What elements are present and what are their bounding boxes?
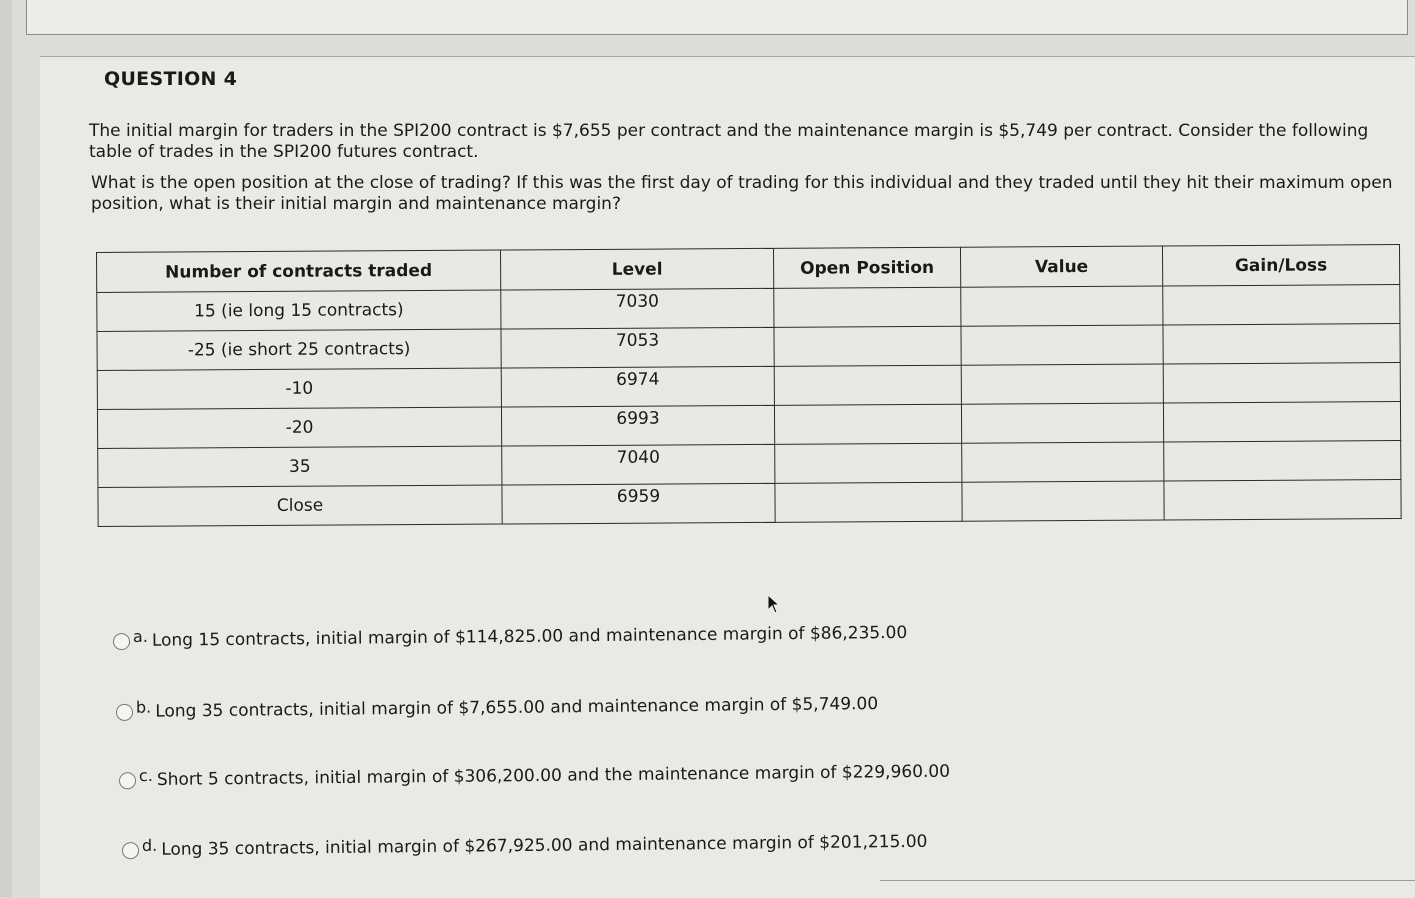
cell-gain-loss — [1163, 363, 1400, 403]
option-letter: d. — [141, 835, 158, 855]
cell-gain-loss — [1163, 285, 1400, 325]
cell-value — [961, 364, 1163, 404]
level-value: 6974 — [616, 369, 660, 390]
cell-gain-loss — [1163, 324, 1400, 364]
cell-level — [502, 444, 775, 485]
radio-button[interactable] — [119, 772, 136, 789]
level-value: 6959 — [616, 486, 661, 507]
cell-open-position — [774, 326, 961, 366]
cell-value — [961, 403, 1163, 443]
cell-open-position — [774, 287, 961, 327]
table-row — [98, 480, 1401, 527]
level-value: 6993 — [616, 408, 660, 429]
question-title: QUESTION 4 — [104, 68, 238, 90]
option-text: Long 15 contracts, initial margin of $114,825.00 and maintenance margin of $86,235.00 — [151, 622, 908, 651]
option-letter: b. — [135, 697, 152, 717]
level-value: 7053 — [615, 330, 660, 351]
header-value: Value — [960, 246, 1162, 287]
cell-value — [961, 286, 1163, 326]
option-text: Long 35 contracts, initial margin of $7,655.00 and maintenance margin of $5,749.00 — [155, 694, 879, 722]
option-text: Long 35 contracts, initial margin of $267,925.00 and maintenance margin of $201,215.00 — [161, 831, 928, 860]
cell-gain-loss — [1163, 402, 1400, 442]
cell-contracts: Close — [98, 485, 502, 526]
cell-value — [961, 325, 1163, 365]
question-intro: The initial margin for traders in the SPI200 contract is $7,655 per contract and the maintenance margin is $5,749 per contract. Consider the following table of trades in the SPI200 futures contract. — [89, 121, 1369, 162]
previous-question-box — [26, 0, 1408, 35]
radio-button[interactable] — [113, 632, 130, 649]
cell-contracts: -25 (ie short 25 contracts) — [97, 329, 501, 370]
cell-value — [962, 481, 1164, 521]
cell-level — [502, 483, 775, 524]
cell-open-position — [774, 365, 961, 405]
question-prompt: What is the open position at the close of trading? If this was the first day of trading for this individual and they traded until they hit their maximum open position, what is their initial margin and maintenance margin? — [91, 173, 1393, 214]
mouse-cursor-icon — [767, 594, 781, 614]
header-level: Level — [500, 248, 773, 290]
option-letter: c. — [138, 765, 153, 785]
cell-gain-loss — [1164, 480, 1401, 520]
cell-open-position — [775, 443, 962, 483]
cell-level — [501, 366, 774, 407]
trades-table — [96, 244, 1402, 527]
header-contracts: Number of contracts traded — [97, 250, 501, 292]
divider — [880, 880, 1415, 881]
cell-level — [501, 405, 774, 446]
cell-level — [501, 288, 774, 329]
cell-open-position — [775, 482, 962, 522]
radio-button[interactable] — [122, 842, 139, 859]
cell-contracts: -10 — [97, 368, 501, 409]
radio-button[interactable] — [116, 703, 133, 720]
cell-level — [501, 327, 774, 368]
level-value: 7040 — [616, 447, 660, 468]
cell-gain-loss — [1164, 441, 1401, 481]
cell-contracts: 35 — [98, 446, 502, 487]
cell-value — [962, 442, 1164, 482]
option-letter: a. — [132, 626, 148, 646]
option-text: Short 5 contracts, initial margin of $306,200.00 and the maintenance margin of $229,960.00 — [156, 761, 951, 790]
level-value: 7030 — [615, 291, 659, 312]
header-gain-loss: Gain/Loss — [1162, 245, 1399, 286]
cell-open-position — [774, 404, 961, 444]
header-open-position: Open Position — [773, 247, 960, 288]
cell-contracts: -20 — [97, 407, 501, 448]
screen-bezel — [0, 0, 12, 897]
cell-contracts: 15 (ie long 15 contracts) — [97, 290, 501, 331]
